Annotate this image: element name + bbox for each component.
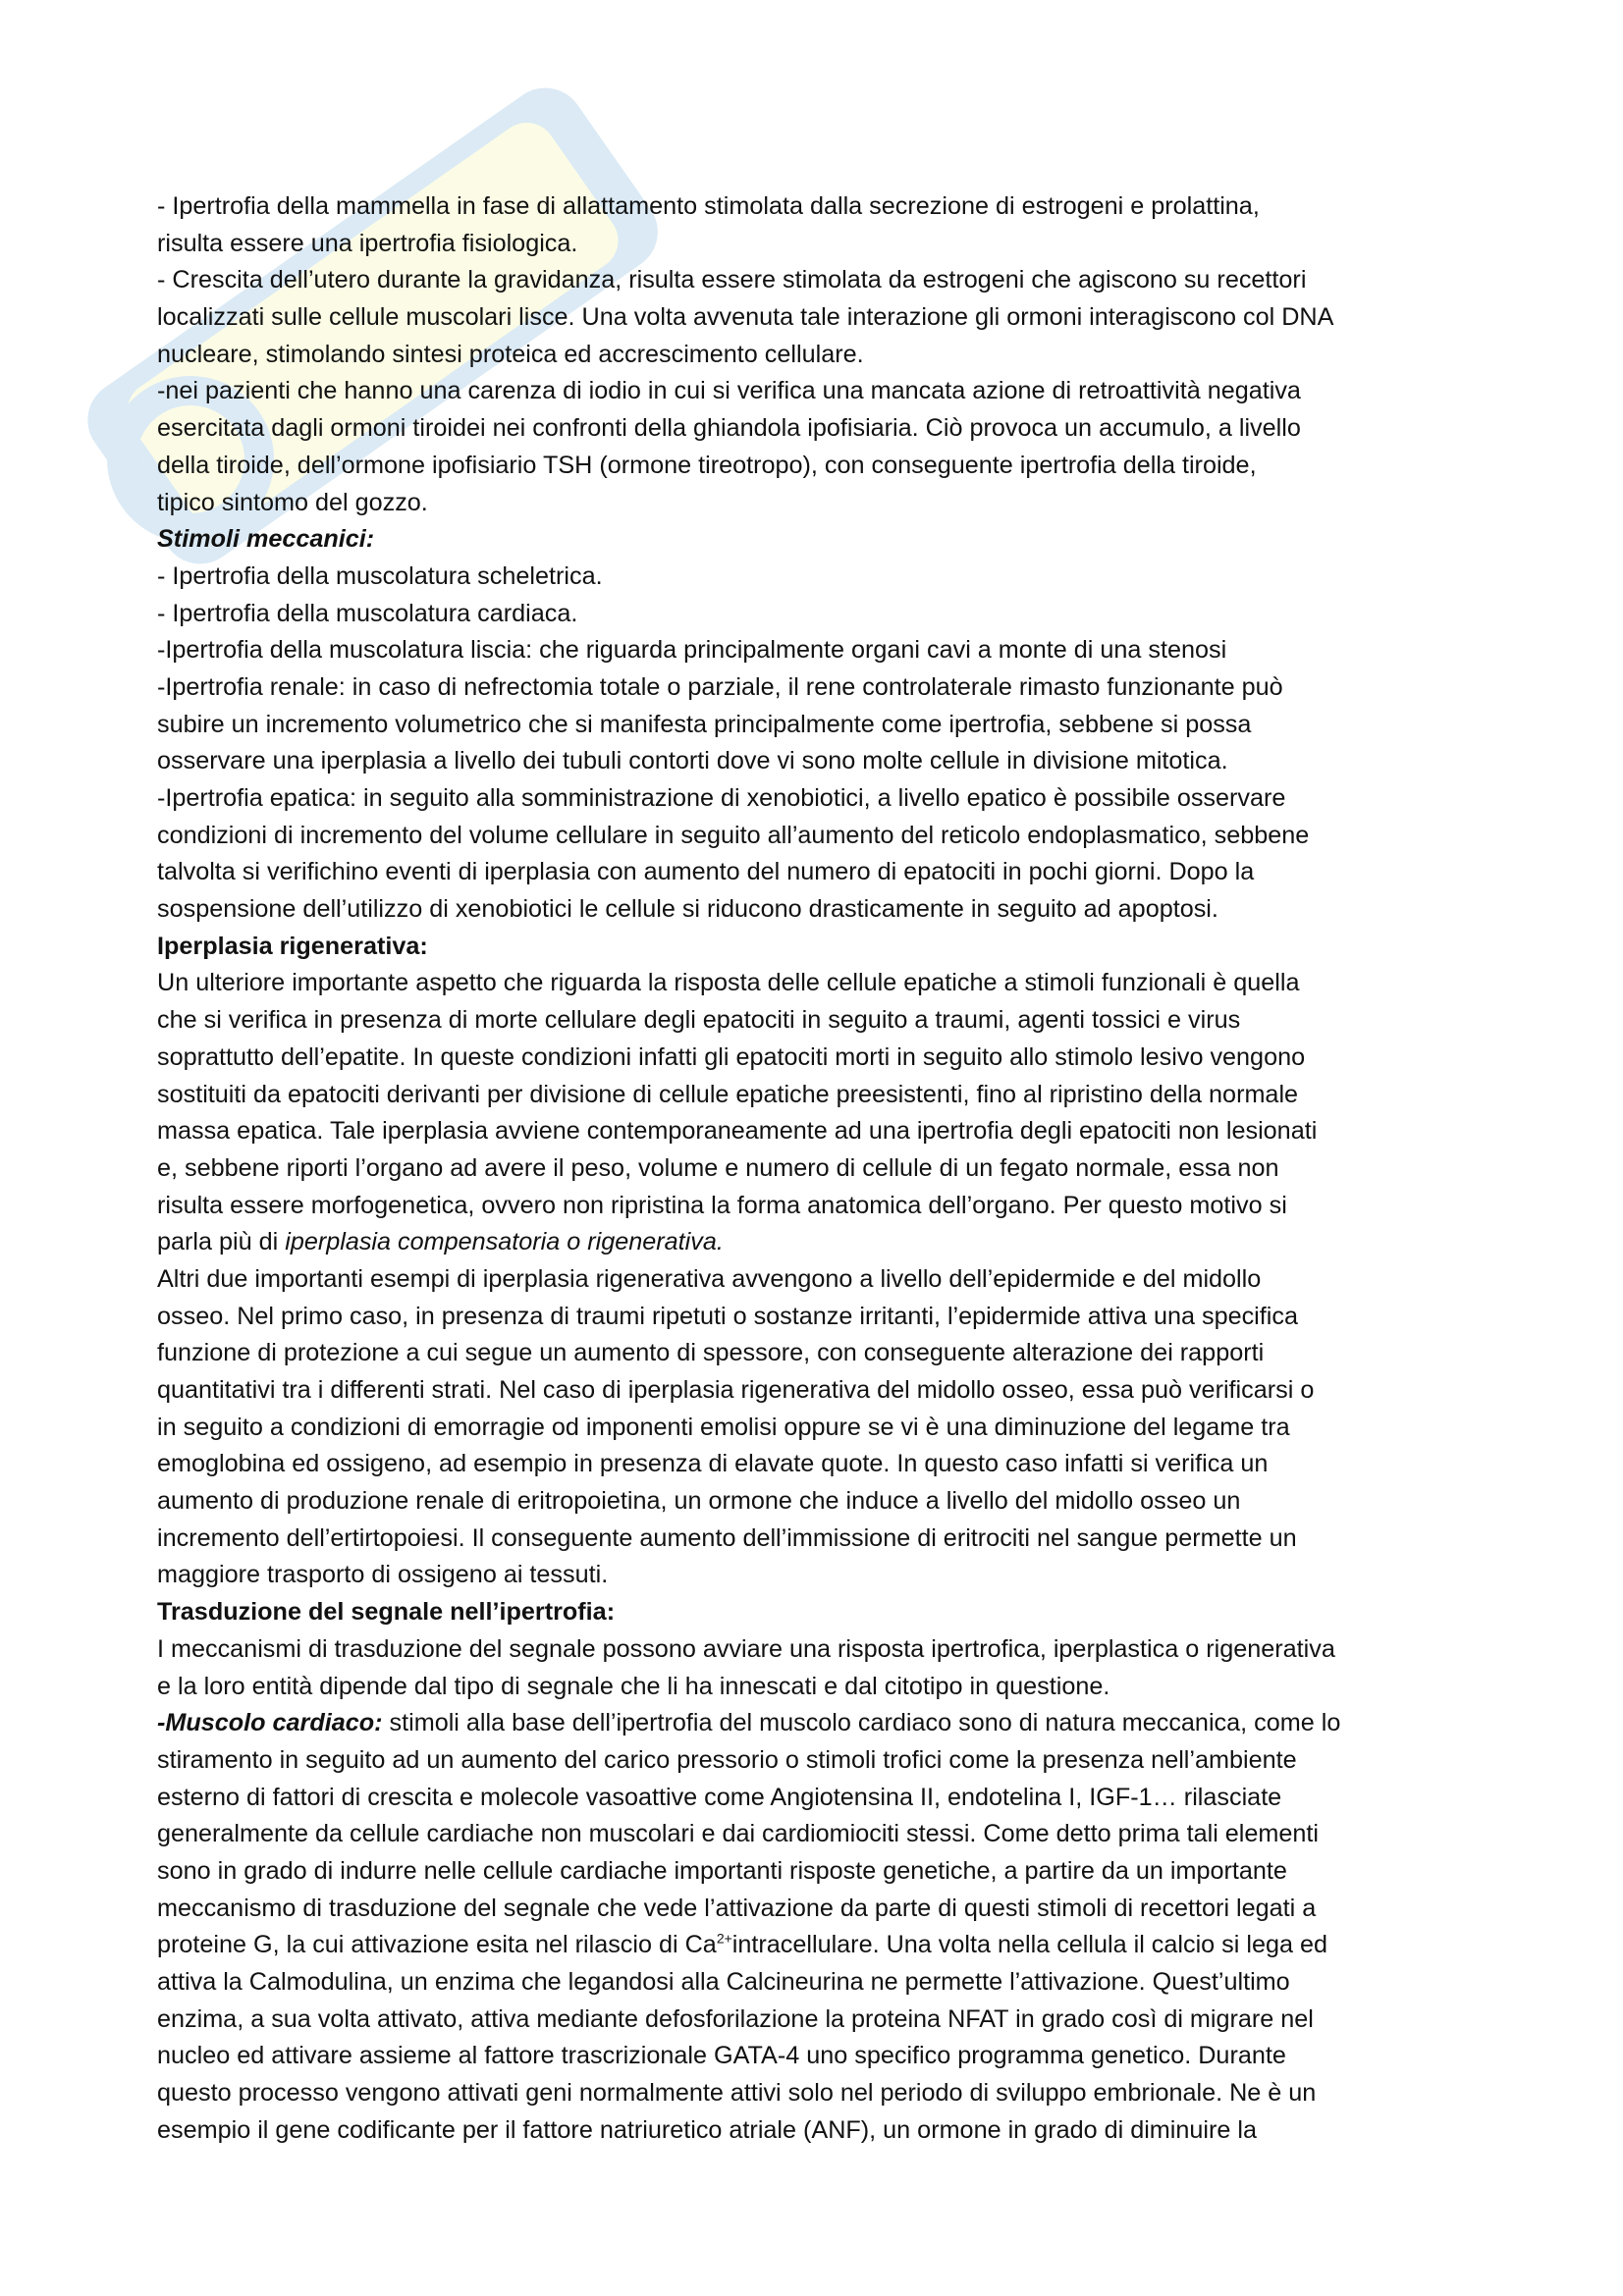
text-line: osservare una iperplasia a livello dei tubuli contorti dove vi sono molte cellule in divisione mitotica. [157,747,1228,775]
text-line [157,1927,1483,1964]
text-line: nucleare, stimolando sintesi proteica ed accrescimento cellulare. [157,340,864,368]
text-span: proteine G, la cui attivazione esita nel rilascio di Ca [157,1931,717,1959]
text-line: -Ipertrofia della muscolatura liscia: che riguarda principalmente organi cavi a monte di una stenosi [157,636,1227,665]
text-line: sospensione dell’utilizzo di xenobiotici le cellule si riducono drasticamente in seguito ad apoptosi. [157,895,1218,924]
text-line: e, sebbene riporti l’organo ad avere il peso, volume e numero di cellule di un fegato normale, essa non [157,1153,1279,1182]
text-line: nucleo ed attivare assieme al fattore trascrizionale GATA-4 uno specifico programma genetico. Durante [157,2042,1286,2070]
text-line: e la loro entità dipende dal tipo di segnale che li ha innescati e dal citotipo in questione. [157,1672,1110,1700]
text-line: esercitata dagli ormoni tiroidei nei confronti della ghiandola ipofisiaria. Ciò provoca un accumulo, a livello [157,414,1301,443]
text-line: osseo. Nel primo caso, in presenza di traumi ripetuti o sostanze irritanti, l’epidermide attiva una specifica [157,1302,1298,1330]
text-line: maggiore trasporto di ossigeno ai tessuti. [157,1561,609,1589]
text-line: generalmente da cellule cardiache non muscolari e dai cardiomiociti stessi. Come detto prima tali elementi [157,1820,1319,1848]
text-line: tipico sintomo del gozzo. [157,488,428,516]
text-line: enzima, a sua volta attivato, attiva mediante defosforilazione la proteina NFAT in grado così di migrare nel [157,2004,1314,2033]
text-line: funzione di protezione a cui segue un aumento di spessore, con conseguente alterazione dei rapporti [157,1339,1265,1367]
text-span: intracellulare. Una volta nella cellula il calcio si lega ed [731,1931,1328,1959]
text-line: talvolta si verifichino eventi di iperplasia con aumento del numero di epatociti in pochi giorni. Dopo la [157,858,1255,886]
section-heading-stimoli-meccanici: Stimoli meccanici: [157,525,375,554]
text-line: sono in grado di indurre nelle cellule cardiache importanti risposte genetiche, a partire da un importante [157,1856,1287,1885]
text-line: -Ipertrofia epatica: in seguito alla somministrazione di xenobiotici, a livello epatico è possibile osservare [157,784,1286,812]
text-line: massa epatica. Tale iperplasia avviene contemporaneamente ad una ipertrofia degli epatociti non lesionati [157,1117,1318,1146]
text-span: stimoli alla base dell’ipertrofia del muscolo cardiaco sono di natura meccanica, come lo [382,1709,1341,1737]
text-span: parla più di [157,1228,286,1256]
text-line: in seguito a condizioni di emorragie od imponenti emolisi oppure se vi è una diminuzione del legame tra [157,1413,1290,1441]
text-line: - Ipertrofia della mammella in fase di allattamento stimolata dalla secrezione di estrogeni e prolattina, [157,192,1260,220]
text-line: Un ulteriore importante aspetto che riguarda la risposta delle cellule epatiche a stimoli funzionali è quella [157,969,1300,997]
section-heading-iperplasia-rigenerativa: Iperplasia rigenerativa: [157,932,428,960]
text-line: meccanismo di trasduzione del segnale che vede l’attivazione da parte di questi stimoli di recettori legati a [157,1894,1317,1922]
italic-term: iperplasia compensatoria o rigenerativa. [285,1228,724,1256]
text-line: sostituiti da epatociti derivanti per divisione di cellule epatiche preesistenti, fino al ripristino della normale [157,1080,1299,1108]
text-line: attiva la Calmodulina, un enzima che legandosi alla Calcineurina ne permette l’attivazione. Quest’ultimo [157,1968,1290,1996]
superscript: 2+ [716,1930,732,1947]
text-line: -nei pazienti che hanno una carenza di iodio in cui si verifica una mancata azione di retroattività negativa [157,377,1301,405]
text-line: risulta essere una ipertrofia fisiologica. [157,229,578,257]
text-line: esterno di fattori di crescita e molecole vasoattive come Angiotensina II, endotelina I, IGF-1… rilasciate [157,1783,1282,1811]
text-line: soprattutto dell’epatite. In queste condizioni infatti gli epatociti morti in seguito allo stimolo lesivo vengono [157,1042,1306,1071]
text-line: risulta essere morfogenetica, ovvero non ripristina la forma anatomica dell’organo. Per questo motivo si [157,1191,1287,1219]
text-line: - Ipertrofia della muscolatura cardiaca. [157,599,578,627]
subheading-muscolo-cardiaco: -Muscolo cardiaco: [157,1709,383,1737]
text-line: localizzati sulle cellule muscolari lisce. Una volta avvenuta tale interazione gli ormoni interagiscono col DNA [157,303,1334,332]
text-line: quantitativi tra i differenti strati. Nel caso di iperplasia rigenerativa del midollo osseo, essa può verificarsi o [157,1376,1315,1404]
text-line: I meccanismi di trasduzione del segnale possono avviare una risposta ipertrofica, iperplastica o rigenerativa [157,1634,1335,1663]
text-line: - Ipertrofia della muscolatura scheletrica. [157,561,603,590]
text-line: - Crescita dell’utero durante la gravidanza, risulta essere stimolata da estrogeni che agiscono su recettori [157,266,1307,294]
document-page [157,188,1483,2149]
text-line: aumento di produzione renale di eritropoietina, un ormone che induce a livello del midollo osseo un [157,1487,1241,1516]
text-line: esempio il gene codificante per il fattore natriuretico atriale (ANF), un ormone in grado di diminuire la [157,2115,1257,2144]
text-line: stiramento in seguito ad un aumento del carico pressorio o stimoli trofici come la presenza nell’ambiente [157,1745,1297,1774]
text-line [157,1705,1483,1742]
text-line: questo processo vengono attivati geni normalmente attivi solo nel periodo di sviluppo embrionale. Ne è un [157,2079,1317,2108]
text-line: condizioni di incremento del volume cellulare in seguito all’aumento del reticolo endoplasmatico, sebbene [157,821,1310,849]
text-line: subire un incremento volumetrico che si manifesta principalmente come ipertrofia, sebbene si possa [157,710,1252,738]
text-line: -Ipertrofia renale: in caso di nefrectomia totale o parziale, il rene controlaterale rimasto funzionante può [157,672,1283,701]
text-line: che si verifica in presenza di morte cellulare degli epatociti in seguito a traumi, agenti tossici e virus [157,1006,1241,1035]
text-line: emoglobina ed ossigeno, ad esempio in presenza di elavate quote. In questo caso infatti si verifica un [157,1450,1269,1478]
text-line: incremento dell’ertirtopoiesi. Il conseguente aumento dell’immissione di eritrociti nel sangue permette un [157,1523,1297,1552]
text-line: Altri due importanti esempi di iperplasia rigenerativa avvengono a livello dell’epidermide e del midollo [157,1264,1262,1293]
text-line: della tiroide, dell’ormone ipofisiario TSH (ormone tireotropo), con conseguente ipertrofia della tiroide, [157,451,1257,479]
section-heading-trasduzione: Trasduzione del segnale nell’ipertrofia: [157,1598,616,1627]
text-line [157,1224,1483,1261]
